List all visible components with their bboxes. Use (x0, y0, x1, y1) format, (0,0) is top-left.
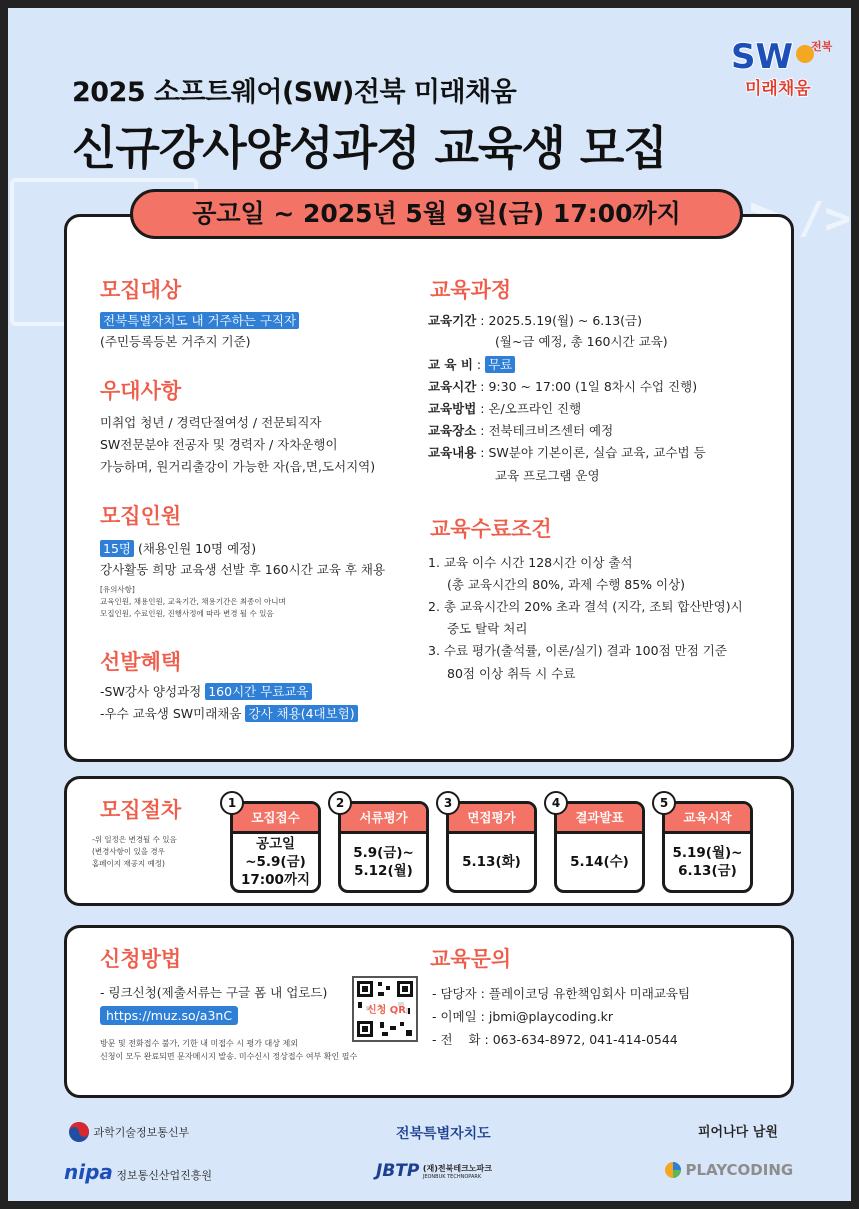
step-number: 2 (328, 791, 352, 815)
deadline-pill: 공고일 ~ 2025년 5월 9일(금) 17:00까지 (130, 189, 743, 239)
caution-line: 모집인원, 수료인원, 진행사정에 따라 변경 될 수 있음 (100, 609, 274, 618)
course-row: 교육장소 : 전북테크비즈센터 예정 (428, 423, 614, 438)
target-title: 모집대상 (100, 278, 182, 302)
completion-line: 중도 탈락 처리 (447, 621, 528, 636)
preference-line: 미취업 청년 / 경력단절여성 / 전문퇴직자 (100, 415, 322, 430)
contact-row: - 담당자 : 플레이코딩 유한책임회사 미래교육팀 (432, 986, 691, 1001)
course-row: 교육시간 : 9:30 ~ 17:00 (1일 8차시 수업 진행) (428, 379, 698, 394)
apply-title: 신청방법 (100, 947, 182, 971)
step-number: 4 (544, 791, 568, 815)
completion-title: 교육수료조건 (430, 517, 552, 541)
course-row: 교 육 비 : 무료 (428, 354, 515, 376)
benefit-title: 선발혜택 (100, 650, 182, 674)
step-card (446, 801, 537, 893)
step-label: 서류평가 (341, 804, 426, 834)
step-number: 1 (220, 791, 244, 815)
procedure-title: 모집절차 (100, 798, 182, 822)
logo-badge: 전북 (811, 40, 833, 53)
title-line1: 2025 소프트웨어(SW)전북 미래채움 (72, 77, 517, 108)
contact-title: 교육문의 (430, 947, 512, 971)
recruit-count-line: 15명 (채용인원 10명 예정) (100, 538, 256, 560)
step-card (338, 801, 429, 893)
course-row: 교육기간 : 2025.5.19(월) ~ 6.13(금) (428, 313, 643, 328)
step-label: 교육시작 (665, 804, 750, 834)
msit-logo: 과학기술정보통신부 (68, 1121, 189, 1143)
target-note: (주민등록등본 거주지 기준) (100, 334, 251, 349)
preference-line: 가능하며, 원거리출강이 가능한 자(읍,면,도서지역) (100, 459, 376, 474)
namwon-logo: 피어나다 남원 (698, 1125, 778, 1140)
completion-line: 80점 이상 취득 시 수료 (447, 666, 576, 681)
page-title: 신규강사양성과정 교육생 모집 (72, 121, 667, 175)
jbtp-logo: JBTP (재)전북테크노파크 JEONBUK TECHNOPARK (376, 1161, 492, 1181)
benefit-line: -SW강사 양성과정 160시간 무료교육 (100, 681, 312, 703)
procedure-note: (변경사항이 있을 경우 (92, 847, 165, 856)
step-date: 5.9(금)~ 5.12(월) (353, 845, 414, 879)
step-label: 모집접수 (233, 804, 318, 834)
course-row: 교육 프로그램 운영 (495, 468, 600, 483)
step-date: 공고일 ~5.9(금) 17:00까지 (240, 836, 311, 888)
completion-line: 3. 수료 평가(출석률, 이론/실기) 결과 100점 만점 기준 (428, 643, 727, 658)
recruit-count: 15명 (100, 540, 134, 557)
logo-text: SW (731, 37, 793, 77)
step-date: 5.19(월)~ 6.13(금) (672, 845, 743, 879)
step-date: 5.13(화) (462, 854, 521, 870)
completion-line: 2. 총 교육시간의 20% 초과 결석 (지각, 조퇴 합산반영)시 (428, 599, 743, 614)
step-card (230, 801, 321, 893)
course-title: 교육과정 (430, 278, 512, 302)
step-label: 결과발표 (557, 804, 642, 834)
sw-mirae-logo (723, 28, 838, 102)
step-number: 3 (436, 791, 460, 815)
caution-title: [유의사항] (100, 585, 135, 594)
qr-label: 신청 QR (365, 1001, 408, 1016)
course-row: 교육내용 : SW분야 기본이론, 실습 교육, 교수법 등 (428, 445, 706, 460)
step-card (662, 801, 753, 893)
completion-line: (총 교육시간의 80%, 과제 수행 85% 이상) (447, 577, 686, 592)
benefit-line: -우수 교육생 SW미래채움 강사 채용(4대보험) (100, 703, 358, 725)
playcoding-logo: PLAYCODING (664, 1161, 793, 1179)
recruit-title: 모집인원 (100, 504, 182, 528)
nipa-logo: nipa 정보통신산업진흥원 (64, 1160, 213, 1184)
background-code-icon: /> (798, 193, 851, 244)
taeguk-icon (68, 1121, 90, 1143)
caution-line: 교육인원, 채용인원, 교육기간, 채용기간은 최종이 아니며 (100, 597, 286, 606)
completion-line: 1. 교육 이수 시간 128시간 이상 출석 (428, 555, 633, 570)
logo-sub: 미래채움 (745, 79, 811, 99)
target-highlight: 전북특별자치도 내 거주하는 구직자 (100, 310, 299, 332)
procedure-note: 홈페이지 재공지 예정) (92, 859, 165, 868)
apply-note: 방문 및 전화접수 불가, 기한 내 미접수 시 평가 대상 제외 (100, 1039, 298, 1048)
step-number: 5 (652, 791, 676, 815)
playcoding-icon (664, 1161, 682, 1179)
jeonbuk-logo: 전북특별자치도 (396, 1126, 491, 1142)
preference-title: 우대사항 (100, 379, 182, 403)
recruit-line: 강사활동 희망 교육생 선발 후 160시간 교육 후 채용 (100, 562, 386, 577)
step-label: 면접평가 (449, 804, 534, 834)
contact-row: - 이메일 : jbmi@playcoding.kr (432, 1009, 614, 1024)
step-card (554, 801, 645, 893)
step-date: 5.14(수) (570, 854, 629, 870)
course-row: (월~금 예정, 총 160시간 교육) (495, 334, 668, 349)
course-row: 교육방법 : 온/오프라인 진행 (428, 401, 582, 416)
apply-line: - 링크신청(제출서류는 구글 폼 내 업로드) (100, 985, 328, 1000)
contact-row: - 전 화 : 063-634-8972, 041-414-0544 (432, 1032, 678, 1047)
apply-link[interactable]: https://muz.so/a3nC (100, 1006, 238, 1025)
preference-line: SW전문분야 전공자 및 경력자 / 자차운행이 (100, 437, 338, 452)
apply-note: 신청이 모두 완료되면 문자메시지 발송. 미수신시 정상접수 여부 확인 필수 (100, 1052, 358, 1061)
poster (8, 8, 851, 1201)
procedure-note: -위 일정은 변경될 수 있음 (92, 835, 177, 844)
